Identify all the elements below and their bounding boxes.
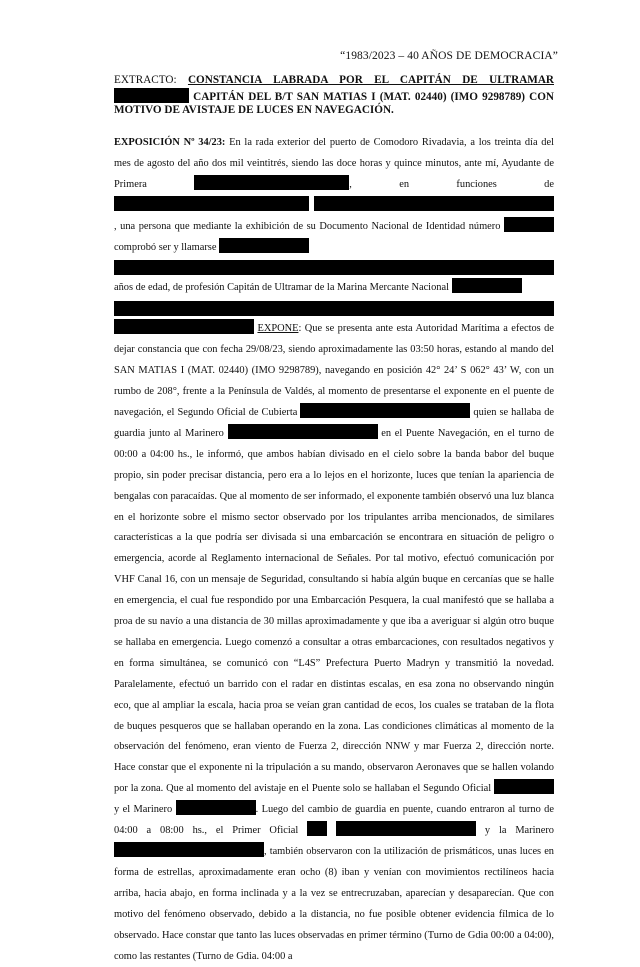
extract-label: EXTRACTO: <box>114 74 188 86</box>
redaction-block <box>114 196 309 211</box>
redaction-block <box>228 424 378 439</box>
text-segment: , también observaron con la utilización de prismáticos, unas luces en forma de estrellas, aproximadamente eran ocho (8) iban y venían con movimientos rectilíneos hacia arriba, hacia abajo, en forma inclinada y a la vez se entrecruzaban, aparecían y desaparecían. Que con motivo del fenómeno observado, debido a la distancia, no fue posible obtener evidencia fílmica de lo observado. Hace constar que tanto las luces observadas en primer término (Turno de Gdia 00:00 a 04:00), como las restantes (Turno de Gdia. 04:00 a <box>114 846 554 962</box>
text-segment: y el Marinero <box>114 804 176 816</box>
exposition-label: EXPOSICIÓN Nº 34/23: <box>114 137 226 148</box>
extract-title-part2: CAPITÁN DEL B/T SAN MATIAS I (MAT. 02440) (IMO 9298789) CON MOTIVO DE AVISTAJE DE LUCES EN NAVEGACIÓN. <box>114 90 555 117</box>
redaction-block <box>114 88 189 103</box>
header-motto: “1983/2023 – 40 AÑOS DE DEMOCRACIA” <box>340 50 558 62</box>
text-segment: , una persona que mediante la exhibición de su Documento Nacional de Identidad número <box>114 220 504 232</box>
redaction-block <box>219 238 309 253</box>
redaction-block <box>114 301 554 316</box>
redaction-block <box>452 278 522 293</box>
text-segment: quien se hallaba de guardia junto al Marinero <box>114 406 554 439</box>
redaction-block <box>114 319 254 334</box>
text-segment: en el Puente Navegación, en el turno de 00:00 a 04:00 hs., le informó, que ambos habían divisado en el cielo sobre la banda babor del buque propio, sin poder precisar distancia, pero era a lo lejos en el horizonte, luces que tenían la apariencia de bengalas con paracaídas. Que al momento de ser informado, el exponente también observó una luz blanca en el horizonte sobre el mismo sector observado por los tripulantes arriba mencionados, de similares características a la que podría ser divisada si una embarcación se encontrara en situación de peligro o emergencia, acorde al Reglamento internacional de Señales. Por tal motivo, efectuó comunicación por VHF Canal 16, con un mensaje de Seguridad, consultando si había algún buque en cercanías que se halle en emergencia, el cual fue respondido por una Embarcación Pesquera, la cual manifestó que se hallaba a proa de su navío a una distancia de 30 millas aproximadamente y que iba a averiguar si algún otro buque se hallaba en emergencia. Luego comenzó a consultar a otras embarcaciones, con resultados negativos y en forma simultánea, se comunicó con “L4S” Prefectura Puerto Madryn y transmitió la novedad. Paralelamente, efectuó un barrido con el radar en distintas escalas, en esa zona no observando ningún eco, que al ampliar la escala, hacia proa se veían gran cantidad de ecos, los cuales se trataban de la flota de buques pesqueros que se hallaban operando en la zona. Las condiciones climáticas al momento de la observación del fenómeno, eran viento de Fuerza 2, dirección NNW y mar Fuerza 2, dirección norte. Hace constar que el exponente ni la tripulación a su mando, observaron Aeronaves que se hallen volando por la zona. Que al momento del avistaje en el Puente solo se hallaban el Segundo Oficial <box>114 427 554 795</box>
text-segment: años de edad, de profesión Capitán de Ultramar de la Marina Mercante Nacional <box>114 282 452 294</box>
redaction-block <box>307 821 327 836</box>
extract-heading <box>114 74 554 118</box>
redaction-block <box>494 779 554 794</box>
exposition-body <box>114 133 554 967</box>
redaction-block <box>314 196 554 211</box>
text-segment: y la Marinero <box>476 825 554 837</box>
redaction-block <box>300 403 470 418</box>
redaction-block <box>176 800 256 815</box>
redaction-block <box>504 217 554 232</box>
extract-title-part1: CONSTANCIA LABRADA POR EL CAPITÁN DE ULTRAMAR <box>187 74 554 86</box>
redaction-block <box>336 821 476 836</box>
text-segment: . Luego del cambio de guardia en puente, cuando entraron al turno de 04:00 a 08:00 hs., el Primer Oficial <box>114 804 554 837</box>
text-segment: comprobó ser y llamarse <box>114 241 220 253</box>
text-segment: , en funciones de <box>349 178 554 190</box>
text-segment: En la rada exterior del puerto de Comodoro Rivadavia, a los treinta día del mes de agosto del año dos mil veintitrés, siendo las doce horas y quince minutos, ante mí, Ayudante de Primera <box>114 137 555 190</box>
redaction-block <box>114 842 264 857</box>
text-segment: : Que se presenta ante esta Autoridad Marítima a efectos de dejar constancia que con fecha 29/08/23, siendo aproximadamente las 03:50 horas, estando al mando del SAN MATIAS I (MAT. 02440) (IMO 9298789), navegando en posición 42° 24’ S 062° 43’ W, con un rumbo de 208°, frente a la Península de Valdés, al momento de presentarse el exponente en el puente de navegación, el Segundo Oficial de Cubierta <box>114 323 554 418</box>
expone-label: EXPONE <box>257 323 299 335</box>
redaction-block <box>194 175 349 190</box>
redaction-block <box>114 260 554 275</box>
